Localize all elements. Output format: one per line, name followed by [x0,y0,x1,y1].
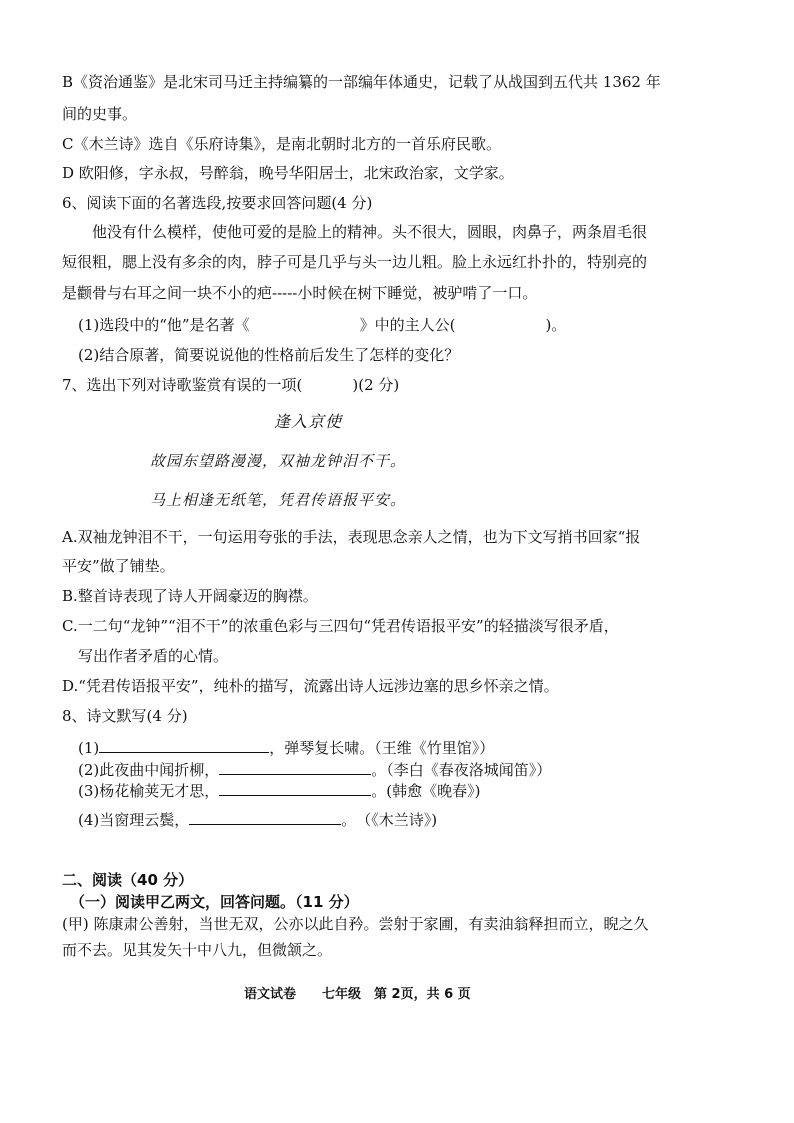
q7-option-a-line-2: 平安”做了铺垫。 [62,557,175,575]
q7-title-text-a: 7、选出下列对诗歌鉴赏有误的一项( [62,376,303,394]
question-6-title: 6、阅读下面的名著选段,按要求回答问题(4 分) [62,194,373,212]
option-b-line-1: B《资治通鉴》是北宋司马迁主持编纂的一部编年体通史，记载了从战国到五代共 1362 年 [62,73,661,91]
footer-page-number: 第 2页，共 6 页 [374,987,471,1002]
q7-option-a-line-1: A.双袖龙钟泪不干，一句运用夸张的手法，表现思念亲人之情，也为下文写捎书回家“报 [62,528,641,546]
q7-option-c-line-2: 写出作者矛盾的心情。 [78,647,229,665]
q8-line-2 [78,760,551,780]
q7-option-b: B.整首诗表现了诗人开阔豪迈的胸襟。 [62,587,318,605]
poem-title: 逢入京使 [274,412,343,431]
q8-l2-pre: (2)此夜曲中闻折柳， [78,761,220,779]
q8-l1-post: ，弹琴复长啸。（王维《竹里馆》） [269,739,495,757]
q8-line-4 [78,810,437,830]
q6-sub-question-1 [78,315,566,335]
poem-line-1: 故园东望路漫漫，双袖龙钟泪不干。 [150,452,407,470]
q6-sub1-text-a: (1)选段中的“他”是名著《 [78,316,250,334]
q8-blank-3[interactable] [219,781,371,796]
q8-blank-4[interactable] [189,810,341,825]
q6-passage-line-1: 他没有什么模样，使他可爱的是脸上的精神。头不很大，圆眼，肉鼻子，两条眉毛很 [92,223,648,241]
footer-grade: 七年级 [322,987,362,1002]
q7-option-d: D.“凭君传语报平安”，纯朴的描写，流露出诗人远涉边塞的思乡怀亲之情。 [62,677,559,695]
footer-subject: 语文试卷 [244,987,297,1002]
option-d-line: D 欧阳修，字永叔，号醉翁，晚号华阳居士，北宋政治家，文学家。 [62,164,514,182]
q6-passage-line-2: 短很粗，腮上没有多余的肉，脖子可是几乎与头一边儿粗。脸上永远红扑扑的，特别亮的 [62,253,648,271]
question-7-title [62,375,399,395]
option-c-line: C《木兰诗》选自《乐府诗集》，是南北朝时北方的一首乐府民歌。 [62,135,501,153]
q8-l1-pre: (1) [78,739,100,757]
q8-l4-pre: (4)当窗理云鬓， [78,811,190,829]
poem-line-2: 马上相逢无纸笔，凭君传语报平安。 [150,491,407,509]
q7-title-text-b: )(2 分) [352,376,400,394]
q8-l2-post: 。（李白《春夜洛城闻笛》） [371,761,552,779]
q8-l3-post: 。(韩愈《晚春》) [371,782,481,800]
section-2-title: 二、阅读（40 分） [62,871,194,889]
q8-line-1 [78,738,494,758]
q8-line-3 [78,781,480,801]
q6-sub-question-2: (2)结合原著，简要说说他的性格前后发生了怎样的变化？ [78,346,460,364]
q6-sub1-text-c: )。 [545,316,567,334]
q8-blank-1[interactable] [99,738,269,753]
q6-sub1-text-b: 》中的主人公( [359,316,456,334]
q6-passage-line-3: 是颧骨与右耳之间一块不小的疤-----小时候在树下睡觉，被驴啃了一口。 [62,284,538,302]
section-2-subtitle: （一）阅读甲乙两文，回答问题。（11 分） [70,893,359,911]
q8-l3-pre: (3)杨花榆荚无才思， [78,782,220,800]
q7-option-c-line-1: C.一二句“龙钟”“泪不干”的浓重色彩与三四句“凭君传语报平安”的轻描淡写很矛盾， [62,617,619,635]
reading-text-line-2: 而不去。见其发矢十中八九，但微颔之。 [62,941,333,959]
q8-l4-post: 。 （《木兰诗》) [341,811,438,829]
question-8-title: 8、诗文默写(4 分) [62,707,188,725]
option-b-line-2: 间的史事。 [62,105,138,123]
reading-text-line-1: (甲) 陈康肃公善射，当世无双，公亦以此自矜。尝射于家圃，有卖油翁释担而立，睨之久 [62,915,649,933]
q8-blank-2[interactable] [219,760,371,775]
